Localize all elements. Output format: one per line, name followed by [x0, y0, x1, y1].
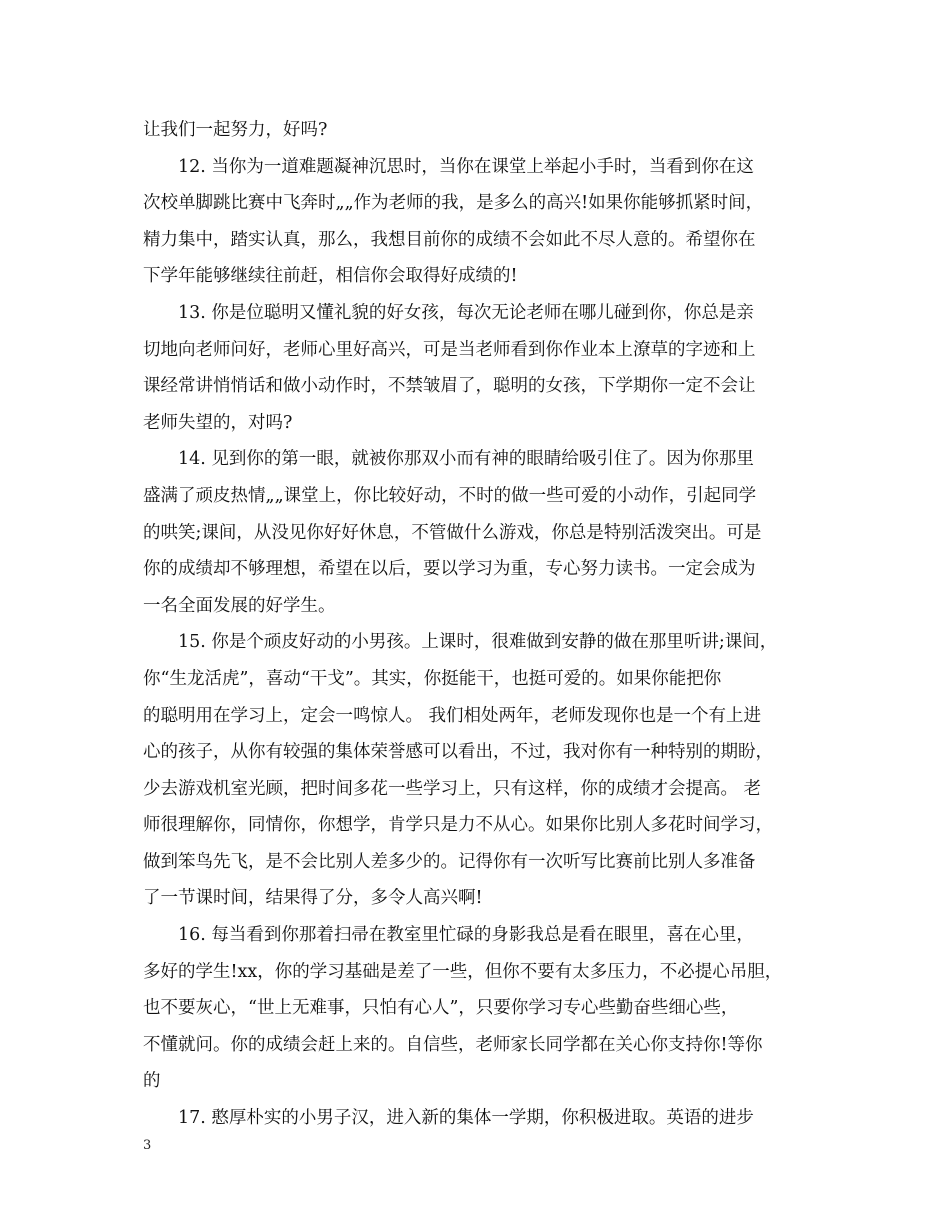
text-line: 的聪明用在学习上，定会一鸣惊人。 我们相处两年，老师发现你也是一个有上进 — [143, 705, 762, 726]
text-line: 让我们一起努力，好吗? — [143, 120, 328, 140]
text-line: 课经常讲悄悄话和做小动作时，不禁皱眉了，聪明的女孩，下学期你一定不会让 — [143, 376, 756, 397]
text-line: 的 — [143, 1071, 161, 1092]
document-body — [143, 112, 823, 1137]
text-line: 你的成绩却不够理想，希望在以后，要以学习为重，专心努力读书。一定会成为 — [143, 559, 756, 580]
page-number: 3 — [143, 1138, 152, 1153]
text-line: 了一节课时间，结果得了分，多令人高兴啊! — [143, 888, 483, 909]
text-line: 17. 憨厚朴实的小男子汉，进入新的集体一学期，你积极进取。英语的进步 — [178, 1108, 754, 1129]
text-line: 心的孩子，从你有较强的集体荣誉感可以看出，不过，我对你有一种特别的期盼， — [143, 742, 773, 763]
text-line: 盛满了顽皮热情„„课堂上，你比较好动，不时的做一些可爱的小动作，引起同学 — [143, 485, 757, 506]
text-line: 14. 见到你的第一眼，就被你那双小而有神的眼睛给吸引住了。因为你那里 — [178, 449, 754, 470]
text-line: 15. 你是个顽皮好动的小男孩。上课时，很难做到安静的做在那里听讲;课间， — [178, 632, 778, 653]
text-line: 次校单脚跳比赛中飞奔时„„作为老师的我，是多么的高兴!如果你能够抓紧时间， — [143, 193, 764, 214]
text-line: 你“生龙活虎”，喜动“干戈”。其实，你挺能干，也挺可爱的。如果你能把你 — [143, 668, 722, 689]
text-line: 精力集中，踏实认真，那么，我想目前你的成绩不会如此不尽人意的。希望你在 — [143, 229, 756, 250]
text-line: 13. 你是位聪明又懂礼貌的好女孩，每次无论老师在哪儿碰到你，你总是亲 — [178, 302, 754, 323]
text-line: 下学年能够继续往前赶，相信你会取得好成绩的! — [143, 266, 518, 287]
text-line: 的哄笑;课间，从没见你好好休息，不管做什么游戏，你总是特别活泼突出。可是 — [143, 522, 762, 543]
text-line: 师很理解你，同情你，你想学，肯学只是力不从心。如果你比别人多花时间学习， — [143, 815, 773, 836]
text-line: 切地向老师问好，老师心里好高兴，可是当老师看到你作业本上潦草的字迹和上 — [143, 339, 756, 360]
text-line: 一名全面发展的好学生。 — [143, 595, 336, 616]
text-line: 不懂就问。你的成绩会赶上来的。自信些，老师家长同学都在关心你支持你!等你 — [143, 1034, 763, 1055]
text-line: 16. 每当看到你那着扫帚在教室里忙碌的身影我总是看在眼里，喜在心里， — [178, 925, 754, 946]
text-line: 多好的学生!xx，你的学习基础是差了一些，但你不要有太多压力，不必提心吊胆， — [143, 961, 783, 982]
text-line: 少去游戏机室光顾，把时间多花一些学习上，只有这样，你的成绩才会提高。 老 — [143, 778, 762, 799]
text-line: 也不要灰心，“世上无难事，只怕有心人”，只要你学习专心些勤奋些细心些， — [143, 998, 739, 1019]
text-line: 做到笨鸟先飞，是不会比别人差多少的。记得你有一次听写比赛前比别人多准备 — [143, 851, 756, 872]
text-line: 12. 当你为一道难题凝神沉思时，当你在课堂上举起小手时，当看到你在这 — [178, 156, 754, 177]
text-line: 老师失望的，对吗? — [143, 412, 293, 433]
